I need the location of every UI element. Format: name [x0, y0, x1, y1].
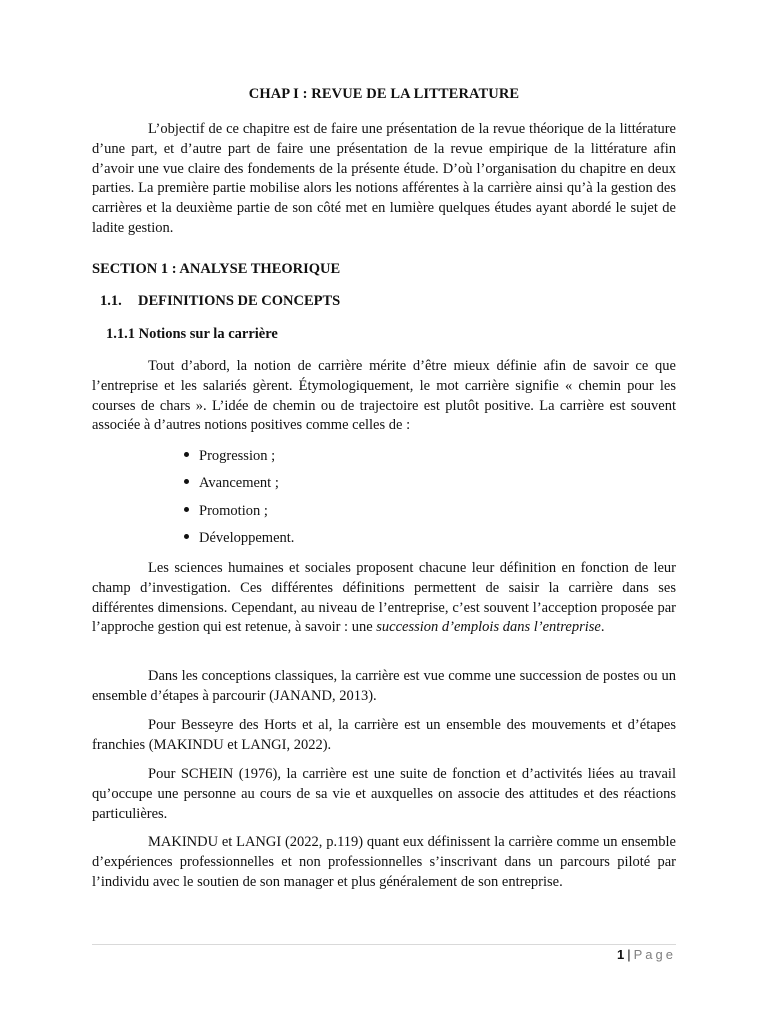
- page-label: Page: [633, 947, 676, 962]
- makindu-paragraph: MAKINDU et LANGI (2022, p.119) quant eux définissent la carrière comme un ensemble d’expériences professionnelles et non professionnelles s’inscrivant dans un parcours piloté par l’individu avec le soutien de son manager et plus généralement de son entreprise.: [92, 834, 676, 890]
- chapter-title: CHAP I : REVUE DE LA LITTERATURE: [248, 86, 520, 102]
- footer-separator: |: [627, 947, 631, 962]
- classiques-paragraph: Dans les conceptions classiques, la carrière est vue comme une succession de postes ou un ensemble d’étapes à parcourir (JANAND, 2013).: [92, 668, 676, 704]
- section-heading: SECTION 1 : ANALYSE THEORIQUE: [92, 261, 341, 277]
- intro-paragraph: L’objectif de ce chapitre est de faire une présentation de la revue théorique de la littérature d’une part, et d’autre part de faire une présentation de la revue empirique de la littérature afin d’avoir une vue claire des fondements de la présente étude. D’où l’organisation du chapitre en deux parties. La première partie mobilise alors les notions afférentes à la carrière ainsi qu’à la gestion des carrières et la deuxième partie de son côté met en lumière quelques études ayant abordé le sujet de ladite gestion.: [92, 121, 676, 236]
- sciences-paragraph: Les sciences humaines et sociales proposent chacune leur définition en fonction de leur champ d’investigation. Ces différentes définitions permettent de saisir la carrière dans ses différentes dimensions. Cependant, au niveau de l’entreprise, c’est souvent l’acception proposée par l’approche gestion qui est retenue, à savoir : une succession d’emplois dans l’entreprise.: [92, 560, 676, 636]
- schein-paragraph: Pour SCHEIN (1976), la carrière est une suite de fonction et d’activités liées au travail qu’occupe une personne au cours de sa vie et auxquelles on associe des attitudes et des réactions particulières.: [92, 766, 676, 822]
- subsubsection-heading: 1.1.1 Notions sur la carrière: [106, 326, 278, 342]
- bullet-icon: [184, 507, 189, 512]
- italic-definition: succession d’emplois dans l’entreprise: [376, 619, 601, 636]
- besseyre-paragraph: Pour Besseyre des Horts et al, la carrière est un ensemble des mouvements et d’étapes franchies (MAKINDU et LANGI, 2022).: [92, 717, 676, 753]
- bullet-icon: [184, 452, 189, 457]
- bullet-icon: [184, 479, 189, 484]
- list-item: Développement.: [184, 529, 294, 556]
- subsection-label: DEFINITIONS DE CONCEPTS: [138, 293, 341, 309]
- bullet-icon: [184, 534, 189, 539]
- list-item: Avancement ;: [184, 474, 294, 501]
- footer-divider: [92, 944, 676, 945]
- carriere-paragraph: Tout d’abord, la notion de carrière mérite d’être mieux définie afin de savoir ce que l’entreprise et les salariés gèrent. Étymologiquement, le mot carrière signifie « chemin pour les courses de chars ». L’idée de chemin ou de trajectoire est plutôt positive. La carrière est souvent associée à d’autres notions positives comme celles de :: [92, 358, 676, 434]
- subsection-heading: [100, 293, 340, 310]
- bullet-list: [184, 447, 294, 556]
- document-page: [92, 0, 676, 1024]
- page-number: 1: [617, 947, 625, 962]
- subsection-number: 1.1.: [100, 293, 122, 309]
- list-item: Promotion ;: [184, 502, 294, 529]
- page-footer: [617, 947, 676, 962]
- list-item: Progression ;: [184, 447, 294, 474]
